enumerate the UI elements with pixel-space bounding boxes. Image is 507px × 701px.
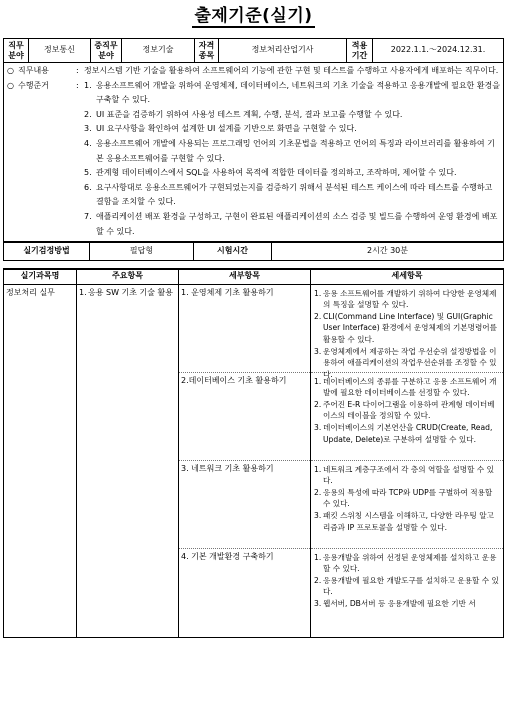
main-item-cell (77, 284, 179, 637)
standard-item (84, 122, 500, 137)
sub-item: 4. 기본 개발환경 구축하기 (181, 551, 274, 561)
standard-num: 2. (84, 109, 92, 119)
standard-num: 4. (84, 138, 92, 148)
detail-text: 응용개발을 위하여 선정된 운영체제를 설치하고 운용할 수 있다. (323, 552, 497, 574)
standard-text: 애플리케이션 배포 환경을 구성하고, 구현이 완료된 애플리케이션의 소스 검증 및 빌드를 수행하여 운영 환경에 배포할 수 있다. (96, 211, 498, 236)
col-header-subject: 실기과목명 (4, 269, 77, 284)
standard-text: UI 표준을 검증하기 위하여 사용성 테스트 계획, 수행, 분석, 결과 보고를 수행할 수 있다. (96, 109, 403, 119)
detail-text: 네트워크 계층구조에서 각 층의 역할을 설명할 수 있다. (323, 464, 494, 486)
main-item-text: 응용 SW 기초 기술 활용 (88, 287, 173, 297)
standard-text: 응용소프트웨어 개발을 위하여 운영체제, 데이터베이스, 네트워크의 기초 기술을 적용하고 응용개발에 필요한 환경을 구축할 수 있다. (96, 80, 500, 105)
detail-item (314, 399, 500, 422)
criteria-body-row (4, 284, 504, 637)
spacer (3, 261, 504, 268)
standard-item (84, 108, 500, 123)
main-item (79, 288, 176, 299)
standard-num: 7. (84, 211, 92, 221)
col-header-sub-item: 세부항목 (179, 269, 311, 284)
job-description (7, 64, 500, 79)
detail-num: 1. (314, 288, 322, 298)
cert-value: 정보처리산업기사 (219, 39, 347, 63)
main-item-num: 1. (79, 287, 87, 297)
detail-group (311, 549, 503, 637)
detail-text: 주어진 E-R 다이어그램을 이용하여 관계형 데이터베이스의 테이블을 정의할 수 있다. (323, 399, 495, 421)
detail-num: 2. (314, 575, 322, 585)
standard-item (84, 210, 500, 239)
detail-group (311, 285, 503, 379)
detail-item-cell (311, 284, 504, 637)
job-field-value: 정보통신 (29, 39, 91, 63)
detail-item (314, 464, 500, 487)
standard-num: 3. (84, 124, 92, 134)
detail-text: 데이터베이스의 종류를 구분하고 응용 소프트웨어 개발에 필요한 데이터베이스를 선정할 수 있다. (323, 376, 497, 398)
col-header-detail-item: 세세항목 (311, 269, 504, 284)
detail-num: 3. (314, 599, 322, 608)
subject-name: 정보처리 실무 (6, 287, 55, 297)
detail-num: 2. (314, 487, 322, 497)
cert-label (195, 39, 219, 63)
standard-text: UI 요구사항을 확인하여 설계한 UI 설계를 기반으로 화면을 구현할 수 있다. (96, 124, 357, 134)
standard-text: 요구사항대로 응용소프트웨어가 구현되었는지를 검증하기 위해서 분석된 테스트 케이스에 따라 테스트를 수행하고 결함을 조치할 수 있다. (96, 182, 493, 207)
detail-text: 웹서버, DB서버 등 응용개발에 필요한 기반 서 (323, 599, 476, 608)
detail-group (311, 373, 503, 461)
exam-method-label: 실기검정방법 (4, 243, 90, 261)
detail-num: 2. (314, 399, 322, 409)
detail-num: 2. (314, 311, 322, 321)
exam-time-value: 2시간 30분 (272, 243, 504, 261)
description-box (3, 63, 504, 242)
criteria-header-row (4, 269, 504, 284)
col-header-main-item: 주요항목 (77, 269, 179, 284)
job-description-marker: ○ (7, 66, 14, 75)
criteria-table (3, 268, 504, 638)
header-table (3, 38, 504, 63)
detail-item (314, 575, 500, 598)
subject-cell (4, 284, 77, 637)
standard-item (84, 181, 500, 210)
job-description-text: 정보시스템 기반 기술을 활용하여 소프트웨어의 기능에 관한 구현 및 테스트를 수행하고 사용자에게 배포하는 직무이다. (84, 66, 499, 75)
detail-text: 패킷 스위칭 시스템을 이해하고, 다양한 라우팅 알고리즘과 IP 프로토콜을 설명할 수 있다. (323, 511, 494, 532)
job-field-label-text: 직무 분야 (8, 41, 24, 60)
cert-label-text: 자격 종목 (198, 41, 215, 60)
standard-item (84, 79, 500, 108)
detail-text: 데이터베이스의 기본연산을 CRUD(Create, Read, Update, Delete)로 구분하여 설명할 수 있다. (323, 423, 493, 444)
detail-item (314, 422, 500, 445)
detail-text: 응용개발에 필요한 개발도구를 설치하고 운용할 수 있다. (323, 575, 499, 597)
sub-item: 2.데이터베이스 기초 활용하기 (179, 373, 310, 461)
detail-text: 운영체제에서 제공하는 작업 우선순위 설정방법을 이용하여 애플리케이션의 작업우선순위를 조정할 수 있다. (323, 346, 497, 379)
detail-num: 3. (314, 423, 322, 432)
detail-item (314, 376, 500, 399)
detail-num: 1. (314, 552, 322, 562)
sub-item-cell (179, 284, 311, 637)
standard-item (84, 166, 500, 181)
detail-num: 3. (314, 511, 322, 520)
detail-item (314, 598, 500, 610)
detail-num: 1. (314, 376, 322, 386)
exam-method-value: 필답형 (90, 243, 194, 261)
period-value: 2022.1.1.～2024.12.31. (373, 39, 504, 63)
detail-group (311, 461, 503, 549)
performance-standards-list (84, 79, 500, 240)
detail-num: 1. (314, 464, 322, 474)
job-description-colon: : (76, 66, 79, 75)
standard-text: 관계형 데이터베이스에서 SQL을 사용하여 목적에 적합한 데이터를 정의하고, 조작하며, 제어할 수 있다. (96, 168, 457, 178)
detail-item (314, 311, 500, 346)
page-title: 출제기준(실기) (194, 6, 313, 26)
standard-num: 5. (84, 168, 92, 178)
detail-item (314, 510, 500, 533)
title-area (3, 0, 504, 38)
sub-field-label-text: 중직무 분야 (94, 41, 118, 60)
detail-num: 3. (314, 346, 322, 356)
period-label-text: 적용 기간 (351, 41, 368, 60)
standard-num: 6. (84, 182, 92, 192)
performance-standards (7, 79, 500, 240)
detail-text: 응용 소프트웨어를 개발하기 위하여 다양한 운영체제의 특징을 설명할 수 있다. (323, 288, 497, 310)
detail-text: CLI(Command Line Interface) 및 GUI(Graphic User Interface) 환경에서 운영체제의 기본명령어를 활용할 수 있다. (323, 311, 497, 344)
standard-num: 1. (84, 80, 92, 90)
sub-item: 1. 운영체제 기초 활용하기 (179, 285, 310, 373)
job-field-label (4, 39, 29, 63)
detail-item (314, 487, 500, 510)
performance-standards-colon: : (76, 80, 79, 90)
detail-text: 응용의 특성에 따라 TCP와 UDP를 구별하여 적용할 수 있다. (323, 487, 493, 509)
period-label (347, 39, 373, 63)
sub-field-value: 정보기술 (122, 39, 195, 63)
sub-field-label (91, 39, 122, 63)
sub-item: 3. 네트워크 기초 활용하기 (179, 461, 310, 549)
performance-standards-marker: ○ (7, 80, 14, 90)
job-description-label: 직무내용 (18, 66, 49, 75)
detail-item (314, 288, 500, 311)
standard-item (84, 137, 500, 166)
standard-text: 응용소프트웨어 개발에 사용되는 프로그래밍 언어의 기초문법을 적용하고 언어의 특징과 라이브러리를 활용하여 기본 응용소프트웨어를 구현할 수 있다. (96, 138, 495, 163)
exam-time-label: 시험시간 (194, 243, 272, 261)
detail-item (314, 552, 500, 575)
performance-standards-label: 수행준거 (18, 80, 49, 90)
exam-info-table (3, 242, 504, 261)
